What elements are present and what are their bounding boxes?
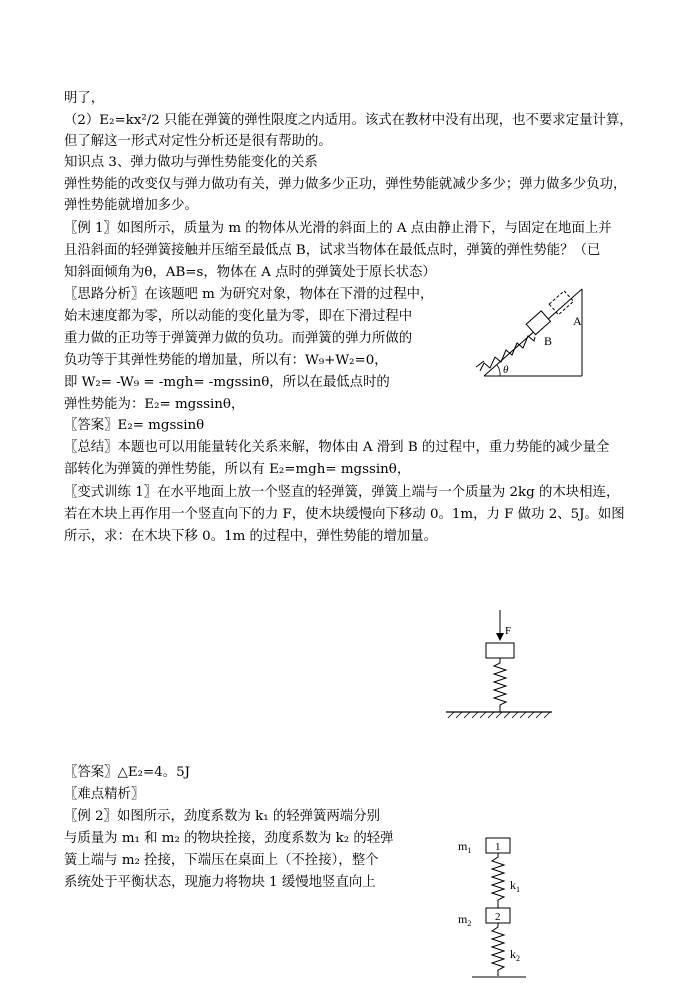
section-heading: 知识点 3、弹力做功与弹性势能变化的关系 xyxy=(64,155,318,170)
two-spring-figure xyxy=(450,830,560,980)
text-line: 〖变式训练 1〗在水平地面上放一个竖直的轻弹簧，弹簧上端与一个质量为 2kg 的木块相连， xyxy=(64,485,620,500)
text-line: 弹性势能为：E₂= mgssinθ， xyxy=(64,397,245,412)
text-line: 〖例 2〗如图所示，劲度系数为 k₁ 的轻弹簧两端分别 xyxy=(64,809,380,824)
label-b: B xyxy=(544,334,553,348)
label-f: F xyxy=(505,625,512,637)
text-line: 簧上端与 m₂ 拴接，下端压在桌面上（不拴接），整个 xyxy=(64,853,379,868)
text-line: 弹性势能的改变仅与弹力做功有关，弹力做多少正功，弹性势能就减少多少；弹力做多少负功， xyxy=(64,177,627,192)
text-line: 若在木块上再作用一个竖直向下的力 F，使木块缓慢向下移动 0。1m，力 F 做功 2、5J。如图 xyxy=(64,507,625,522)
spring-icon xyxy=(492,853,504,908)
text-line: 〖例 1〗如图所示，质量为 m 的物体从光滑的斜面上的 A 点由静止滑下，与固定在地面上并 xyxy=(64,221,612,236)
block-a-dashed xyxy=(549,291,573,315)
block xyxy=(486,643,514,658)
spring-icon xyxy=(494,658,506,712)
incline-figure xyxy=(470,285,620,385)
text-line: （2）E₂=kx²/2 只能在弹簧的弹性限度之内适用。该式在教材中没有出现，也不要求定量计算， xyxy=(64,113,633,128)
text-line: 即 W₂= -W₉ = -mgh= -mgssinθ，所以在最低点时的 xyxy=(64,375,390,390)
text-line: 系统处于平衡状态，现施力将物块 1 缓慢地竖直向上 xyxy=(64,875,376,890)
block-2-label: 2 xyxy=(495,911,501,923)
text-line: 负功等于其弹性势能的增加量，所以有：W₉+W₂=0， xyxy=(64,353,388,368)
text-line: 知斜面倾角为θ，AB=s，物体在 A 点时的弹簧处于原长状态） xyxy=(64,265,436,280)
text-line: 〖总结〗本题也可以用能量转化关系来解，物体由 A 滑到 B 的过程中，重力势能的减少量全 xyxy=(64,440,610,455)
answer-line: 〖答案〗E₂= mgssinθ xyxy=(64,418,205,433)
text-line: 与质量为 m₁ 和 m₂ 的物块拴接，劲度系数为 k₂ 的轻弹 xyxy=(64,831,394,846)
spring-force-figure xyxy=(440,605,560,723)
text-line: 〖思路分析〗在该题吧 m 为研究对象，物体在下滑的过程中， xyxy=(64,287,434,302)
label-m1: $m_1$ xyxy=(458,839,472,855)
label-k1: $k_1$ xyxy=(510,878,520,894)
text-line: 部转化为弹簧的弹性势能，所以有 E₂=mgh= mgssinθ， xyxy=(64,462,411,477)
text-line: 所示，求：在木块下移 0。1m 的过程中，弹性势能的增加量。 xyxy=(64,529,438,544)
block-b xyxy=(526,311,550,335)
text-line: 但了解这一形式对定性分析还是很有帮助的。 xyxy=(64,134,332,149)
spring-icon xyxy=(492,923,504,976)
label-a: A xyxy=(573,314,582,328)
text-line: 弹性势能就增加多少。 xyxy=(64,198,198,213)
label-m2: $m_2$ xyxy=(458,912,472,928)
label-theta: θ xyxy=(503,364,509,376)
arrow-down-icon xyxy=(496,633,504,641)
text-line: 始末速度都为零，所以动能的变化量为零，即在下滑过程中 xyxy=(64,309,413,324)
answer-line: 〖答案〗△E₂=4。5J xyxy=(64,765,191,780)
label-k2: $k_2$ xyxy=(510,947,520,963)
text-line: 重力做的正功等于弹簧弹力做的负功。而弹簧的弹力所做的 xyxy=(64,331,413,346)
text-line: 且沿斜面的轻弹簧接触并压缩至最低点 B，试求当物体在最低点时，弹簧的弹性势能？（已 xyxy=(64,243,601,258)
text-line: 明了， xyxy=(64,91,105,106)
block-1-label: 1 xyxy=(495,841,501,853)
section-heading: 〖难点精析〗 xyxy=(64,787,145,802)
